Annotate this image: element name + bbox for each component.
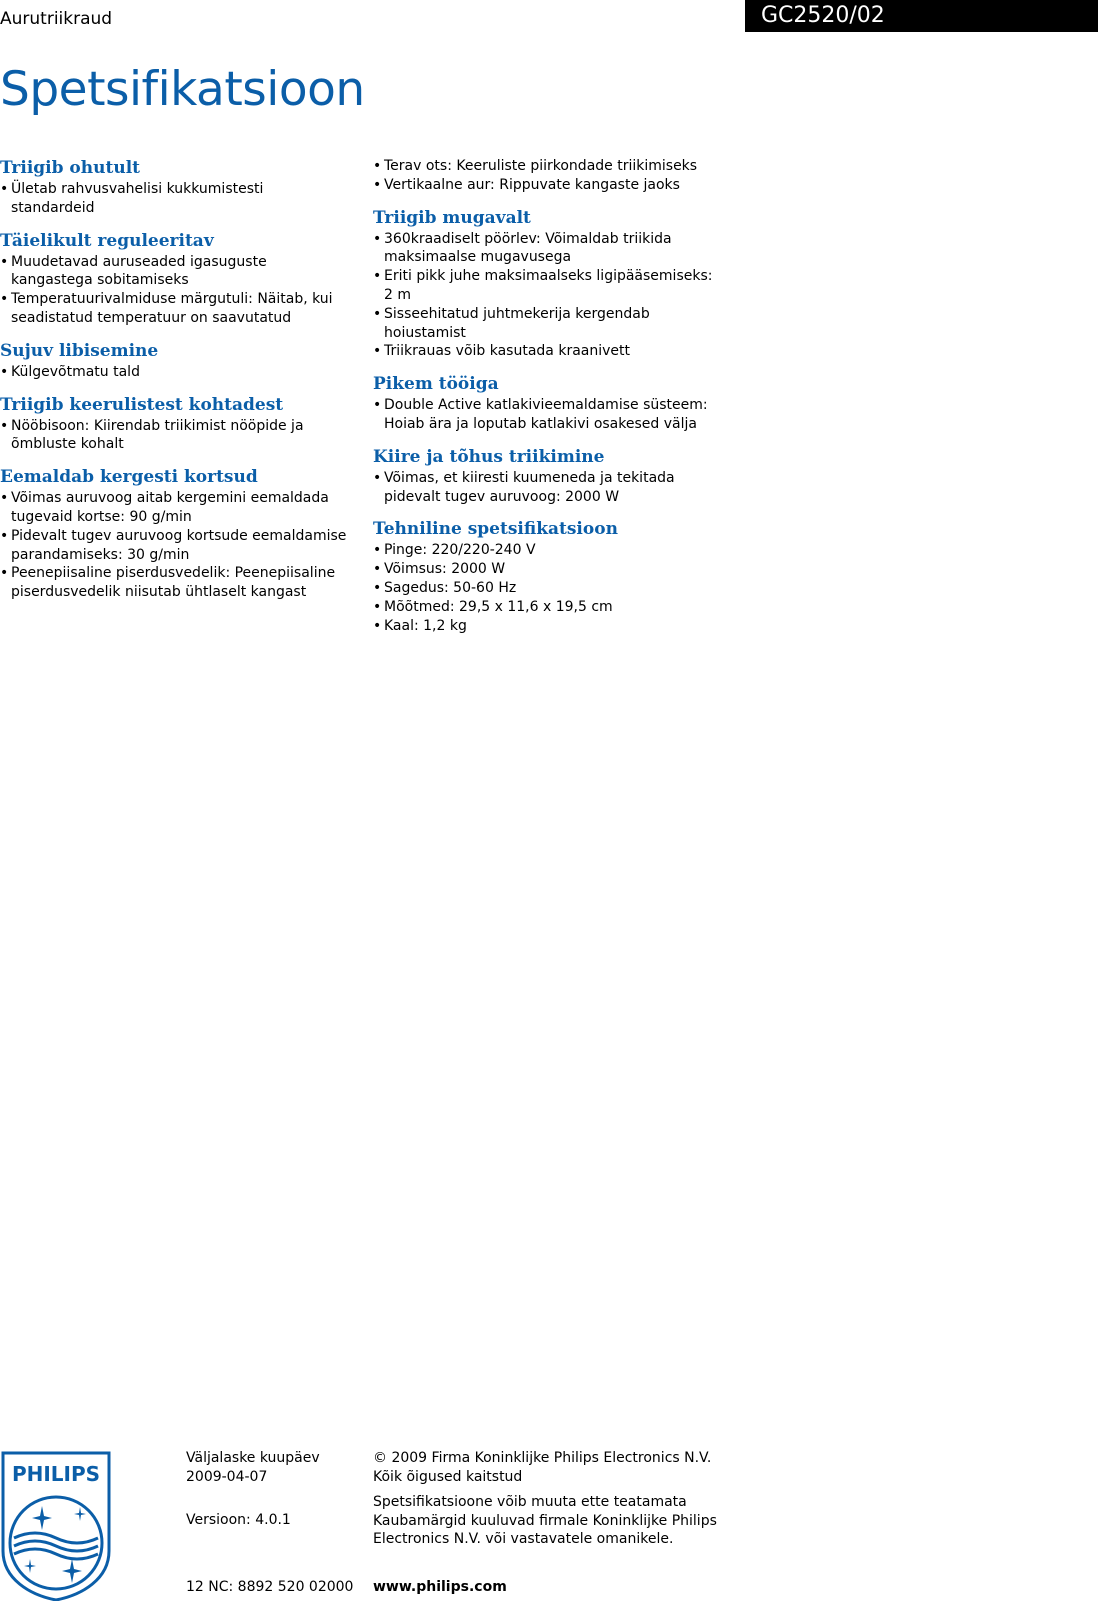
philips-logo-text: PHILIPS (11, 1462, 101, 1486)
bullet-item: • Võimas auruvoog aitab kergemini eemaldada tugevaid kortse: 90 g/min (0, 489, 350, 527)
bullet-item: • Muudetavad auruseaded igasuguste kangastega sobitamiseks (0, 253, 350, 291)
section-title: Sujuv libisemine (0, 340, 159, 361)
bullet-item: • Kaal: 1,2 kg (373, 617, 723, 636)
spec-section (373, 373, 723, 434)
spec-section (373, 446, 723, 507)
model-badge (745, 0, 1098, 32)
section-title: Tehniline spetsifikatsioon (373, 519, 618, 540)
rights-text: Kõik õigused kaitstud (373, 1468, 523, 1485)
release-date-block (186, 1449, 320, 1486)
bullet-list (373, 541, 723, 635)
section-title: Pikem tööiga (373, 374, 499, 395)
nc-number: 12 NC: 8892 520 02000 (186, 1579, 354, 1595)
spec-section (373, 207, 723, 362)
bullet-list (0, 363, 350, 382)
bullet-list (373, 230, 723, 362)
bullet-item: • Nööbisoon: Kiirendab triikimist nööpide ja õmbluste kohalt (0, 417, 350, 455)
section-title: Triigib keerulistest kohtadest (0, 394, 284, 415)
bullet-item: • Double Active katlakivieemaldamise süsteem: Hoiab ära ja loputab katlakivi osakesed välja (373, 396, 723, 434)
bullet-item: • Külgevõtmatu tald (0, 363, 350, 382)
bullet-list (373, 469, 723, 507)
spec-section (373, 518, 723, 635)
bullet-item: • Peenepiisaline piserdusvedelik: Peenepiisaline piserdusvedelik niisutab ühtlaselt kangast (0, 564, 350, 602)
bullet-list (0, 417, 350, 455)
bullet-item: • Sisseehitatud juhtmekerija kergendab hoiustamist (373, 305, 723, 343)
bullet-item: • 360kraadiselt pöörlev: Võimaldab triikida maksimaalse mugavusega (373, 230, 723, 268)
page-title: Spetsifikatsioon (0, 62, 365, 117)
spec-section (0, 230, 350, 328)
version-text: Versioon: 4.0.1 (186, 1512, 291, 1528)
notice-line-1: Spetsifikatsioone võib muuta ette teatamata (373, 1494, 687, 1510)
section-title: Eemaldab kergesti kortsud (0, 467, 258, 488)
section-title: Täielikult reguleeritav (0, 230, 214, 251)
spec-column-right (373, 157, 723, 647)
philips-shield-logo (0, 1451, 112, 1601)
copyright-block (373, 1449, 711, 1486)
spec-section (0, 466, 350, 602)
spec-section (0, 157, 350, 218)
spec-section (0, 340, 350, 382)
spec-column-left (0, 157, 350, 614)
section-title: Triigib mugavalt (373, 207, 531, 228)
spec-section (0, 394, 350, 455)
bullet-list (0, 253, 350, 328)
bullet-item: • Ületab rahvusvahelisi kukkumistesti standardeid (0, 180, 350, 218)
section-title: Triigib ohutult (0, 158, 141, 178)
model-number: GC2520/02 (761, 3, 885, 28)
bullet-list (373, 157, 723, 195)
section-title: Kiire ja tõhus triikimine (373, 446, 605, 467)
bullet-item: • Triikrauas võib kasutada kraanivett (373, 342, 723, 361)
bullet-item: • Eriti pikk juhe maksimaalseks ligipääsemiseks: 2 m (373, 267, 723, 305)
bullet-list (373, 396, 723, 434)
bullet-item: • Temperatuurivalmiduse märgutuli: Näitab, kui seadistatud temperatuur on saavutatud (0, 290, 350, 328)
bullet-item: • Pinge: 220/220-240 V (373, 541, 723, 560)
philips-website-link[interactable]: www.philips.com (373, 1579, 507, 1595)
bullet-list (0, 489, 350, 602)
release-date-value: 2009-04-07 (186, 1468, 268, 1485)
notice-block (373, 1493, 717, 1549)
bullet-item: • Terav ots: Keeruliste piirkondade triikimiseks (373, 157, 723, 176)
copyright-text: © 2009 Firma Koninklijke Philips Electronics N.V. (373, 1450, 712, 1466)
spec-section (373, 157, 723, 195)
release-date-label: Väljalaske kuupäev (186, 1450, 320, 1466)
product-category: Aurutriikraud (0, 9, 113, 29)
bullet-item: • Võimas, et kiiresti kuumeneda ja tekitada pidevalt tugev auruvoog: 2000 W (373, 469, 723, 507)
bullet-item: • Pidevalt tugev auruvoog kortsude eemaldamise parandamiseks: 30 g/min (0, 527, 350, 565)
bullet-item: • Võimsus: 2000 W (373, 560, 723, 579)
bullet-item: • Vertikaalne aur: Rippuvate kangaste jaoks (373, 176, 723, 195)
bullet-item: • Sagedus: 50-60 Hz (373, 579, 723, 598)
bullet-list (0, 180, 350, 218)
bullet-item: • Mõõtmed: 29,5 x 11,6 x 19,5 cm (373, 598, 723, 617)
notice-line-2: Kaubamärgid kuuluvad firmale Koninklijke Philips (373, 1512, 717, 1529)
notice-line-3: Electronics N.V. või vastavatele omanikele. (373, 1531, 674, 1547)
